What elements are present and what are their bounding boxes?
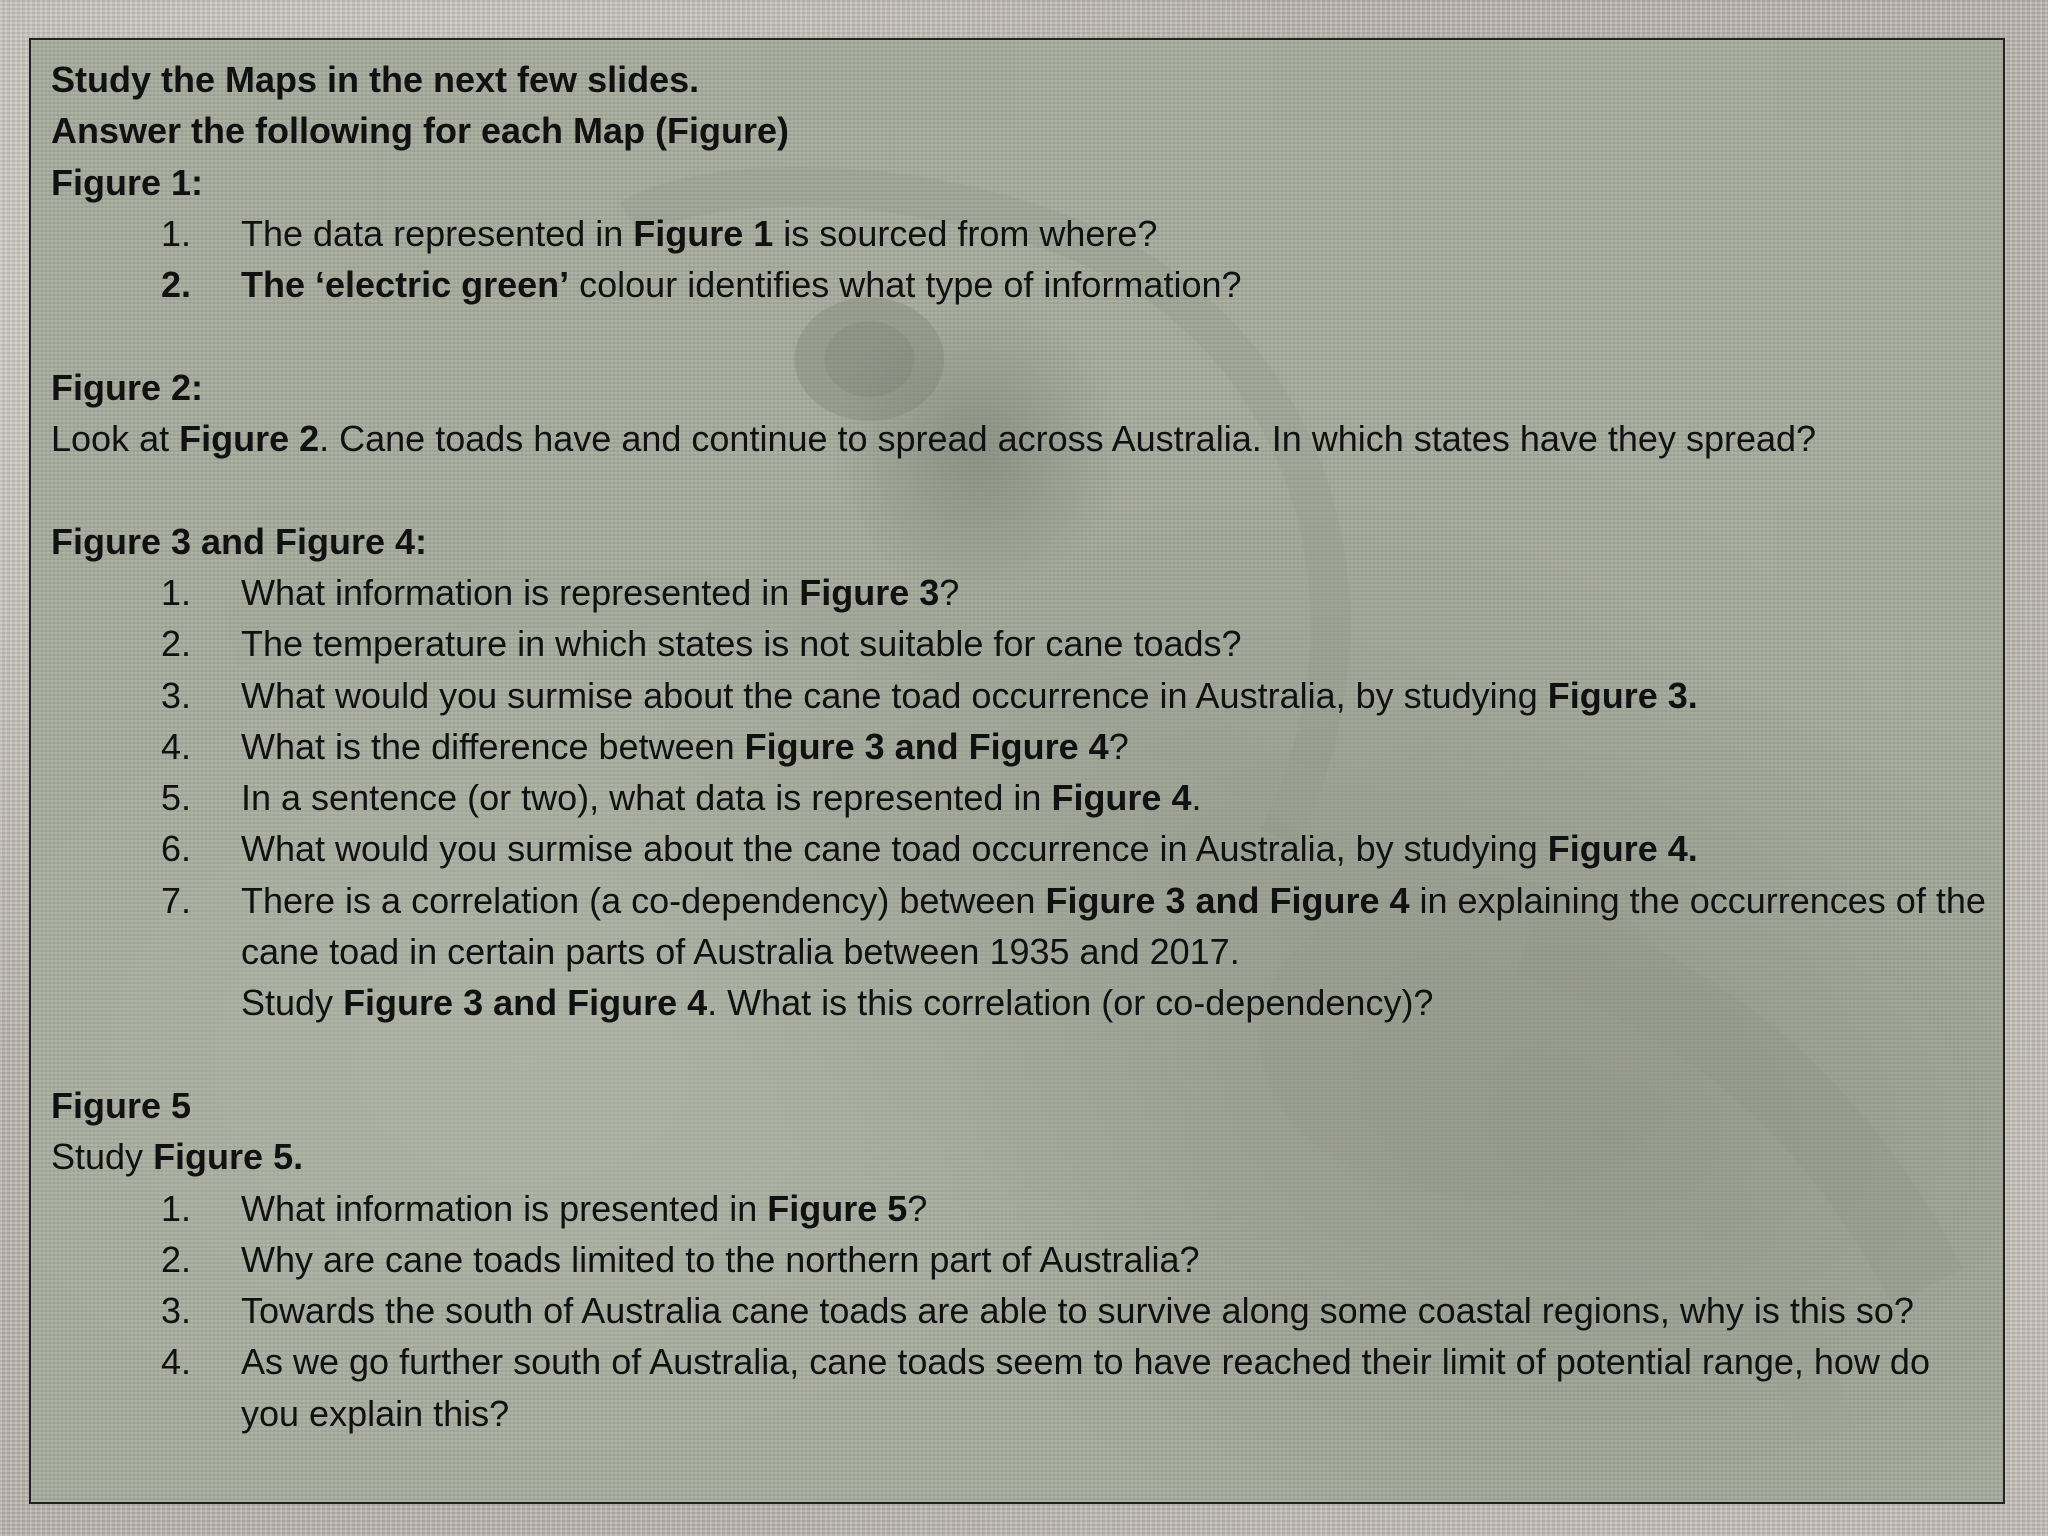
- figure2-heading: Figure 2:: [51, 366, 204, 408]
- item-text: What information is presented in Figure 5?: [241, 1187, 928, 1229]
- item-number: 3.: [161, 674, 192, 716]
- list-item: [51, 1234, 1991, 1285]
- item-number: 2.: [161, 623, 192, 665]
- figure2-text: Look at Figure 2. Cane toads have and continue to spread across Australia. In which states have they spread?: [51, 418, 1817, 460]
- item-text: As we go further south of Australia, cane toads seem to have reached their limit of potential range, how do you explain this?: [241, 1341, 1930, 1434]
- list-item: [51, 721, 1991, 772]
- intro-line-2: Answer the following for each Map (Figure): [51, 110, 790, 152]
- list-item: [51, 772, 1991, 823]
- list-item: [51, 259, 1991, 310]
- list-item: [51, 208, 1991, 259]
- item-number: 7.: [161, 879, 192, 921]
- item-text: In a sentence (or two), what data is represented in Figure 4.: [241, 777, 1202, 819]
- slide-content: [51, 54, 1991, 1439]
- figure5-questions: [51, 1183, 1991, 1439]
- list-item: [51, 1285, 1991, 1336]
- list-item: [51, 1183, 1991, 1234]
- item-number: 6.: [161, 828, 192, 870]
- list-item: [51, 670, 1991, 721]
- item-number: 4.: [161, 1341, 192, 1383]
- list-item: [51, 618, 1991, 669]
- item-text: What is the difference between Figure 3 and Figure 4?: [241, 725, 1129, 767]
- spacer: [51, 1029, 1991, 1080]
- item-text: Why are cane toads limited to the northern part of Australia?: [241, 1238, 1200, 1280]
- list-item: [51, 1336, 1991, 1439]
- list-item: [51, 567, 1991, 618]
- list-item: [51, 823, 1991, 874]
- figure5-study-line: Study Figure 5.: [51, 1136, 304, 1178]
- item-text: What would you surmise about the cane toad occurrence in Australia, by studying Figure 4.: [241, 828, 1698, 870]
- item-number: 1.: [161, 212, 192, 254]
- item-number: 3.: [161, 1290, 192, 1332]
- item-text: What would you surmise about the cane toad occurrence in Australia, by studying Figure 3.: [241, 674, 1698, 716]
- item-text: The data represented in Figure 1 is sourced from where?: [241, 212, 1158, 254]
- item-text: Towards the south of Australia cane toads are able to survive along some coastal regions, why is this so?: [241, 1290, 1914, 1332]
- list-item: [51, 875, 1991, 1029]
- item-number: 5.: [161, 777, 192, 819]
- item-number: 2.: [161, 1238, 192, 1280]
- item-text: The ‘electric green’ colour identifies what type of information?: [241, 264, 1242, 306]
- figure5-heading: Figure 5: [51, 1084, 192, 1126]
- slide-panel: [29, 38, 2005, 1504]
- item-text: The temperature in which states is not suitable for cane toads?: [241, 623, 1242, 665]
- item-number: 1.: [161, 571, 192, 613]
- figure1-heading: Figure 1:: [51, 161, 204, 203]
- spacer: [51, 464, 1991, 515]
- item-text: What information is represented in Figure 3?: [241, 571, 960, 613]
- figure34-questions: [51, 567, 1991, 1029]
- intro-line-1: Study the Maps in the next few slides.: [51, 59, 700, 100]
- figure1-questions: [51, 208, 1991, 311]
- item-text: There is a correlation (a co-dependency) between Figure 3 and Figure 4 in explaining the occurrences of the cane toad in certain parts of Australia between 1935 and 2017. Study Figure 3 and Figure 4. What is this correlation (or co-dependency)?: [241, 879, 1986, 1024]
- figure34-heading: Figure 3 and Figure 4:: [51, 520, 428, 562]
- item-number: 2.: [161, 264, 192, 306]
- item-number: 1.: [161, 1187, 192, 1229]
- spacer: [51, 310, 1991, 361]
- item-number: 4.: [161, 725, 192, 767]
